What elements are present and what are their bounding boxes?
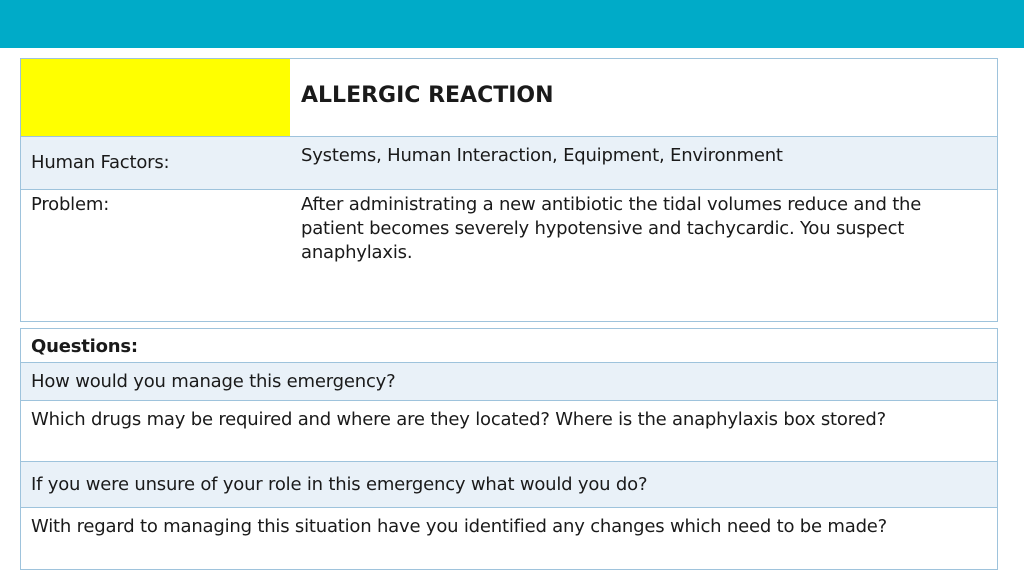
question-text: With regard to managing this situation have you identified any changes which need to be made? xyxy=(31,516,888,537)
scenario-table xyxy=(20,58,998,322)
problem-label: Problem: xyxy=(31,194,110,215)
question-row xyxy=(21,363,997,401)
title-row xyxy=(21,59,997,137)
human-factors-label: Human Factors: xyxy=(31,152,170,173)
question-row xyxy=(21,462,997,508)
problem-value: After administrating a new antibiotic the tidal volumes reduce and the patient becomes severely hypotensive and tachycardic. You suspect anaphylaxis. xyxy=(301,194,922,263)
question-text: How would you manage this emergency? xyxy=(31,371,396,392)
question-row xyxy=(21,508,997,569)
questions-heading-row xyxy=(21,329,997,363)
problem-row xyxy=(21,190,997,321)
question-text: If you were unsure of your role in this emergency what would you do? xyxy=(31,474,648,495)
question-text: Which drugs may be required and where are they located? Where is the anaphylaxis box stored? xyxy=(31,409,886,430)
questions-heading: Questions: xyxy=(31,336,138,357)
questions-table xyxy=(20,328,998,570)
human-factors-row xyxy=(21,137,997,190)
human-factors-value: Systems, Human Interaction, Equipment, Environment xyxy=(301,145,783,166)
header-bar xyxy=(0,0,1024,48)
page-title: ALLERGIC REACTION xyxy=(301,83,554,108)
highlight-swatch xyxy=(21,59,290,136)
question-row xyxy=(21,401,997,462)
